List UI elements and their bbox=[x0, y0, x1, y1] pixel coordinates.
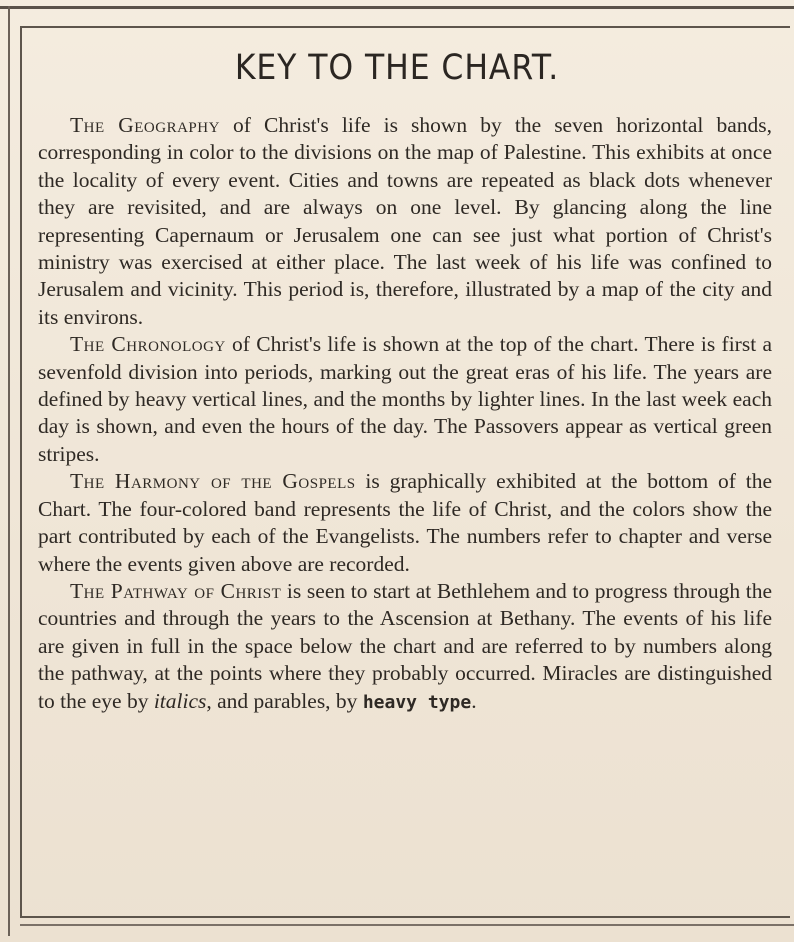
text-pathway-middle: , and parables, by bbox=[206, 688, 363, 713]
left-border-rule bbox=[8, 6, 10, 936]
paragraph-harmony bbox=[38, 468, 772, 578]
text-geography: of Christ's life is shown by the seven horizontal bands, corresponding in color to the divisions on the map of Palestine. This exhibits at once the locality of every event. Cities and towns are repeated as black dots whenever they are revisited, and are always on one level. By glancing along the line representing Capernaum or Jerusalem one can see just what portion of Christ's ministry was exercised at either place. The last week of his life was confined to Jerusalem and vicinity. This period is, therefore, illustrated by a map of the city and its environs. bbox=[38, 113, 773, 329]
text-harmony: is graphically exhibited at the bottom of the Chart. The four-colored band represents the life of Christ, and the colors show the part contributed by each of the Evangelists. The numbers refer to chapter and verse where the events given above are recorded. bbox=[38, 469, 772, 576]
top-border-rule bbox=[0, 6, 794, 9]
italics-word: italics bbox=[153, 688, 207, 713]
lead-pathway: The Pathway of Christ bbox=[70, 578, 282, 603]
text-pathway: is seen to start at Bethlehem and to progress through the countries and through the years to the Ascension at Bethany. The events of his life are given in full in the space below the chart and are referred to by numbers along the pathway, at the points where they probably occurred. Miracles are distinguished to the eye by bbox=[38, 578, 772, 713]
key-text-body bbox=[38, 112, 772, 716]
lead-chronology: The Chronology bbox=[70, 332, 226, 357]
paragraph-pathway bbox=[38, 578, 772, 716]
text-chronology: of Christ's life is shown at the top of the chart. There is first a sevenfold division into periods, marking out the great eras of his life. The years are defined by heavy vertical lines, and the months by lighter lines. In the last week each day is shown, and even the hours of the day. The Passovers appear as vertical green stripes. bbox=[38, 332, 772, 466]
bottom-border-rule bbox=[20, 924, 794, 926]
page-title: KEY TO THE CHART. bbox=[234, 48, 560, 88]
text-pathway-end: . bbox=[471, 688, 477, 713]
lead-harmony: The Harmony of the Gospels bbox=[70, 469, 356, 494]
lead-geography: The Geography bbox=[70, 113, 220, 137]
paragraph-chronology bbox=[38, 331, 772, 468]
paragraph-geography bbox=[38, 112, 772, 331]
heavy-type-word: heavy type bbox=[362, 691, 472, 713]
